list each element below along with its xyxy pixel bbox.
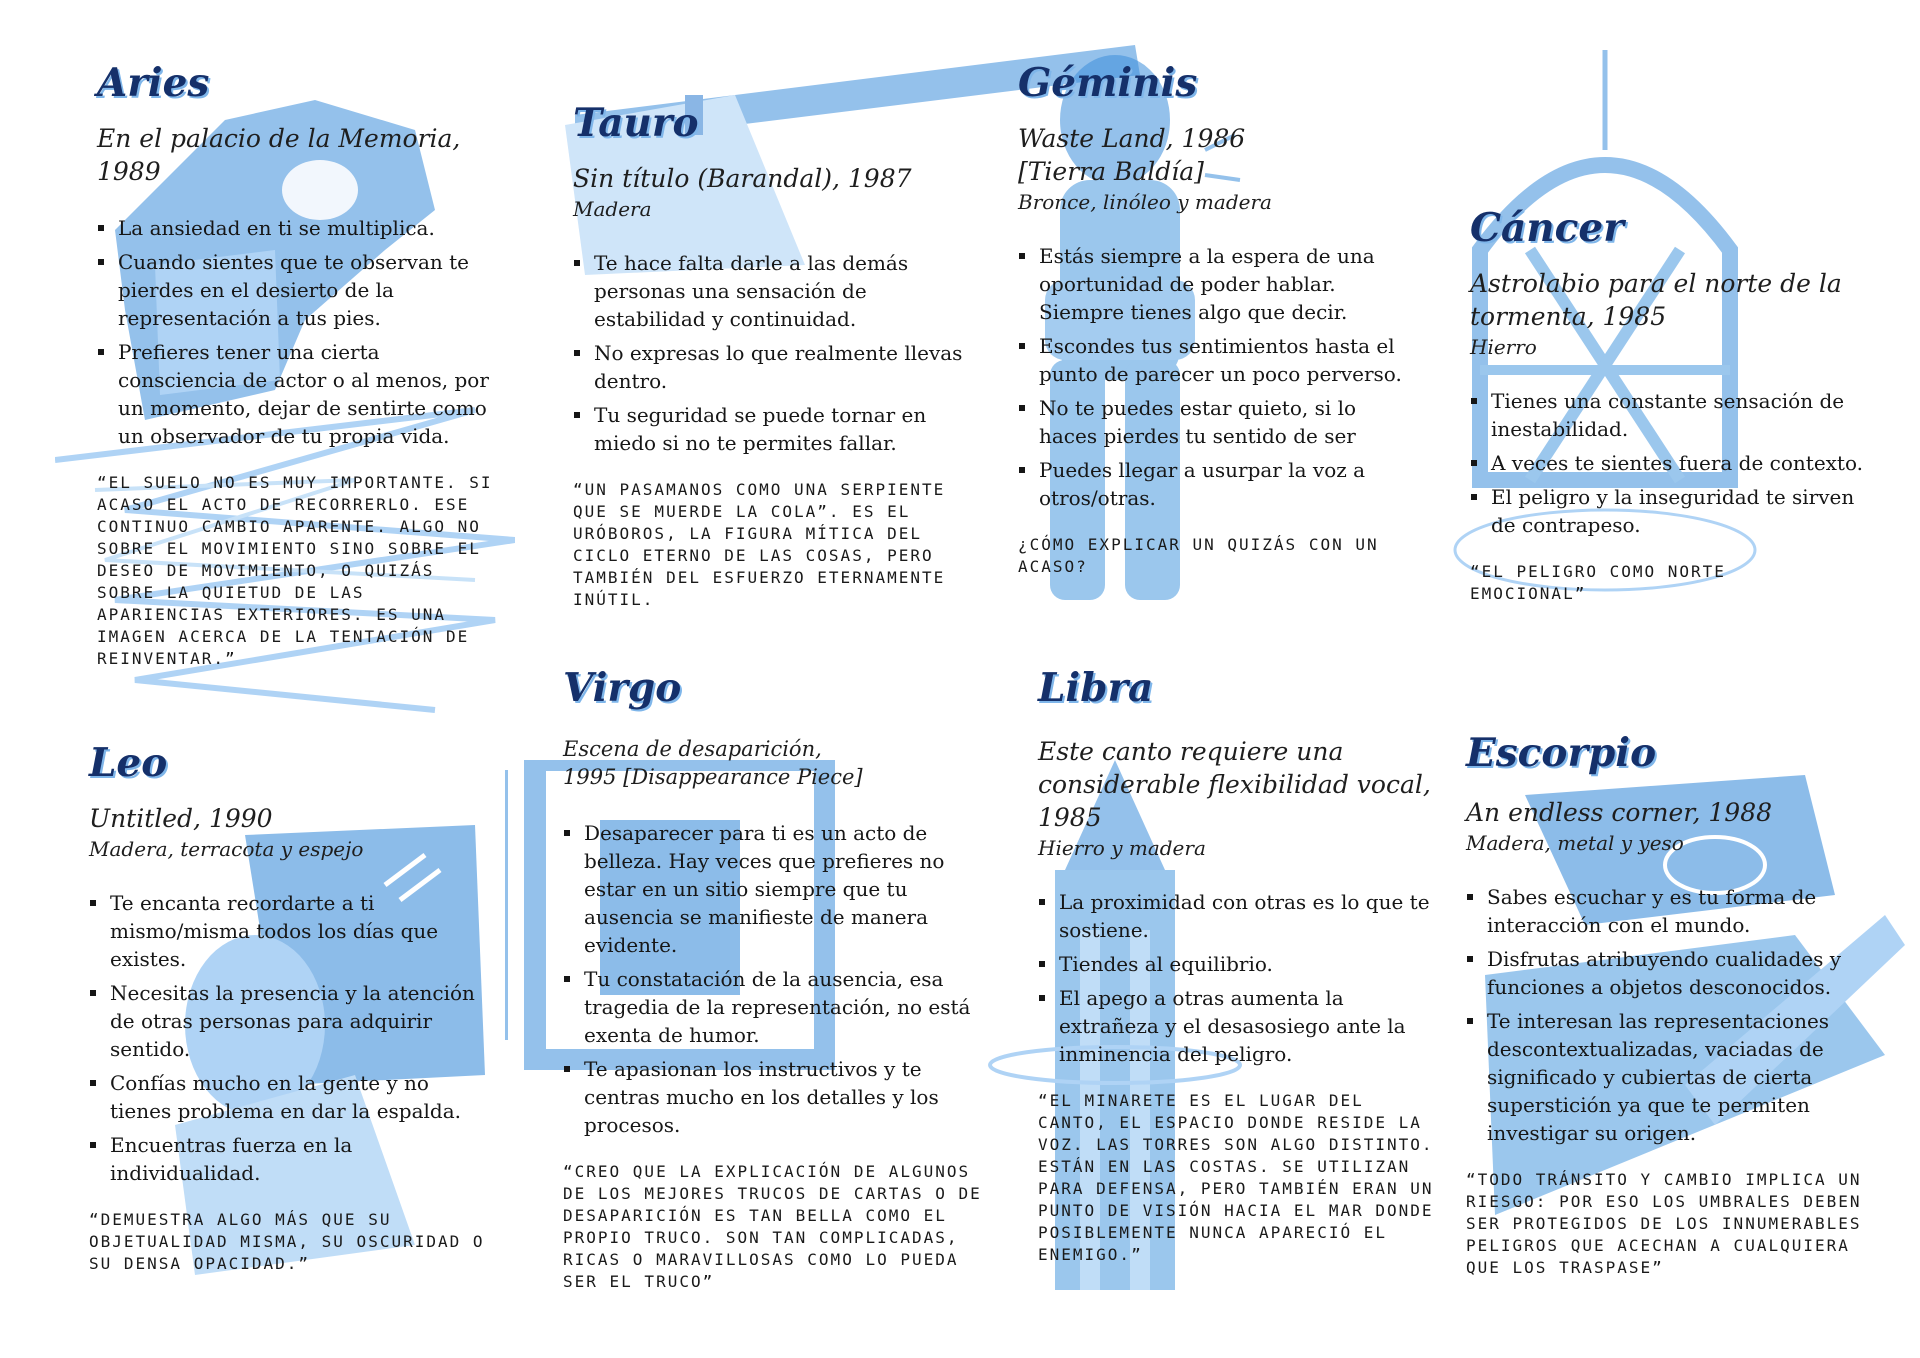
sign-title-tauro: Tauro (573, 100, 699, 146)
artwork-title-geminis: Waste Land, 1986 [Tierra Baldía] (1018, 124, 1246, 186)
traits-list-leo (89, 889, 489, 1187)
quote-escorpio: “TODO TRÁNSITO Y CAMBIO IMPLICA UN RIESGO: POR ESO LOS UMBRALES DEBEN SER PROTEGIDOS DE LOS INNUMERABLES PELIGROS QUE ACECHAN A CUALQUIERA QUE LOS TRASPASE” (1466, 1170, 1862, 1277)
material-cancer: Hierro (1470, 335, 1537, 359)
trait-item: No expresas lo que realmente llevas dentro. (573, 339, 973, 395)
sign-title-cancer: Cáncer (1470, 205, 1624, 251)
sign-escorpio (1466, 730, 1866, 1279)
quote-leo: “DEMUESTRA ALGO MÁS QUE SU OBJETUALIDAD MISMA, SU OSCURIDAD O SU DENSA OPACIDAD.” (89, 1210, 485, 1273)
material-leo: Madera, terracota y espejo (89, 837, 364, 861)
sign-title-libra: Libra (1038, 665, 1154, 711)
trait-item: Sabes escuchar y es tu forma de interacción con el mundo. (1466, 883, 1866, 939)
trait-item: Encuentras fuerza en la individualidad. (89, 1131, 489, 1187)
artwork-title-leo: Untitled, 1990 (89, 804, 273, 833)
artwork-title-libra: Este canto requiere una considerable flexibilidad vocal, 1985 (1038, 737, 1431, 832)
quote-libra: “EL MINARETE ES EL LUGAR DEL CANTO, EL ESPACIO DONDE RESIDE LA VOZ. LAS TORRES SON ALGO DISTINTO. ESTÁN EN LAS COSTAS. SE UTILIZAN PARA DEFENSA, PERO TAMBIÉN ERAN UN PUNTO DE VISIÓN HACIA EL MAR DONDE POSIBLEMENTE NUNCA APARECIÓ EL ENEMIGO.” (1038, 1091, 1434, 1264)
trait-item: Disfrutas atribuyendo cualidades y funciones a objetos desconocidos. (1466, 945, 1866, 1001)
traits-list-libra (1038, 888, 1438, 1068)
sign-tauro (573, 100, 973, 611)
trait-item: A veces te sientes fuera de contexto. (1470, 449, 1870, 477)
sign-libra (1038, 665, 1438, 1266)
quote-aries: “EL SUELO NO ES MUY IMPORTANTE. SI ACASO EL ACTO DE RECORRERLO. ESE CONTINUO CAMBIO APARENTE. ALGO NO SOBRE EL MOVIMIENTO SINO SOBRE EL DESEO DE MOVIMIENTO, O QUIZÁS SOBRE LA QUIETUD DE LAS APARIENCIAS EXTERIORES. ES UNA IMAGEN ACERCA DE LA TENTACIÓN DE REINVENTAR.” (97, 473, 493, 668)
trait-item: Tu seguridad se puede tornar en miedo si no te permites fallar. (573, 401, 973, 457)
material-geminis: Bronce, linóleo y madera (1018, 190, 1272, 214)
traits-list-geminis (1018, 242, 1418, 512)
trait-item: Te encanta recordarte a ti mismo/misma todos los días que existes. (89, 889, 489, 973)
traits-list-escorpio (1466, 883, 1866, 1147)
material-libra: Hierro y madera (1038, 836, 1206, 860)
traits-list-aries (97, 214, 497, 450)
trait-item: Necesitas la presencia y la atención de otras personas para adquirir sentido. (89, 979, 489, 1063)
artwork-title-escorpio: An endless corner, 1988 (1466, 798, 1773, 827)
trait-item: Escondes tus sentimientos hasta el punto de parecer un poco perverso. (1018, 332, 1418, 388)
sign-title-aries: Aries (97, 60, 210, 106)
trait-item: Cuando sientes que te observan te pierdes en el desierto de la representación a tus pies. (97, 248, 497, 332)
trait-item: Estás siempre a la espera de una oportunidad de poder hablar. Siempre tienes algo que decir. (1018, 242, 1418, 326)
sign-virgo (563, 665, 988, 1293)
sign-title-escorpio: Escorpio (1466, 730, 1657, 776)
trait-item: El apego a otras aumenta la extrañeza y el desasosiego ante la inminencia del peligro. (1038, 984, 1438, 1068)
trait-item: Te interesan las representaciones descontextualizadas, vaciadas de significado y cubiertas de cierta superstición ya que te permiten investigar su origen. (1466, 1007, 1866, 1147)
traits-list-virgo (563, 819, 988, 1139)
artwork-title-virgo: Escena de desaparición, 1995 [Disappearance Piece] (563, 737, 863, 789)
quote-tauro: “UN PASAMANOS COMO UNA SERPIENTE QUE SE MUERDE LA COLA”. ES EL URÓBOROS, LA FIGURA MÍTICA DEL CICLO ETERNO DE LAS COSAS, PERO TAMBIÉN DEL ESFUERZO ETERNAMENTE INÚTIL. (573, 480, 946, 609)
traits-list-tauro (573, 249, 973, 457)
trait-item: Tienes una constante sensación de inestabilidad. (1470, 387, 1870, 443)
artwork-title-tauro: Sin título (Barandal), 1987 (573, 164, 912, 193)
sign-cancer (1470, 205, 1870, 605)
trait-item: La ansiedad en ti se multiplica. (97, 214, 497, 242)
sign-title-virgo: Virgo (563, 665, 682, 711)
quote-cancer: “EL PELIGRO COMO NORTE EMOCIONAL” (1470, 562, 1726, 603)
trait-item: Tu constatación de la ausencia, esa tragedia de la representación, no está exenta de humor. (563, 965, 988, 1049)
trait-item: Prefieres tener una cierta consciencia de actor o al menos, por un momento, dejar de sentirte como un observador de tu propia vida. (97, 338, 497, 450)
sign-leo (89, 740, 489, 1275)
trait-item: Te apasionan los instructivos y te centras mucho en los detalles y los procesos. (563, 1055, 988, 1139)
trait-item: No te puedes estar quieto, si lo haces pierdes tu sentido de ser (1018, 394, 1418, 450)
quote-virgo: “CREO QUE LA EXPLICACIÓN DE ALGUNOS DE LOS MEJORES TRUCOS DE CARTAS O DE DESAPARICIÓN ES TAN BELLA COMO EL PROPIO TRUCO. SON TAN COMPLICADAS, RICAS O MARAVILLOSAS COMO LO PUEDA SER EL TRUCO” (563, 1162, 982, 1291)
trait-item: Te hace falta darle a las demás personas una sensación de estabilidad y continuidad. (573, 249, 973, 333)
sign-title-leo: Leo (89, 740, 168, 786)
trait-item: Tiendes al equilibrio. (1038, 950, 1438, 978)
material-escorpio: Madera, metal y yeso (1466, 831, 1684, 855)
trait-item: La proximidad con otras es lo que te sostiene. (1038, 888, 1438, 944)
traits-list-cancer (1470, 387, 1870, 539)
sign-title-geminis: Géminis (1018, 60, 1198, 106)
material-tauro: Madera (573, 197, 652, 221)
artwork-title-cancer: Astrolabio para el norte de la tormenta, 1985 (1470, 269, 1842, 331)
trait-item: Confías mucho en la gente y no tienes problema en dar la espalda. (89, 1069, 489, 1125)
trait-item: Puedes llegar a usurpar la voz a otros/otras. (1018, 456, 1418, 512)
trait-item: Desaparecer para ti es un acto de belleza. Hay veces que prefieres no estar en un sitio siempre que tu ausencia se manifieste de manera evidente. (563, 819, 988, 959)
trait-item: El peligro y la inseguridad te sirven de contrapeso. (1470, 483, 1870, 539)
sign-geminis (1018, 60, 1418, 578)
sign-aries (97, 60, 497, 670)
quote-geminis: ¿CÓMO EXPLICAR UN QUIZÁS CON UN ACASO? (1018, 535, 1379, 576)
artwork-title-aries: En el palacio de la Memoria, 1989 (97, 124, 461, 186)
